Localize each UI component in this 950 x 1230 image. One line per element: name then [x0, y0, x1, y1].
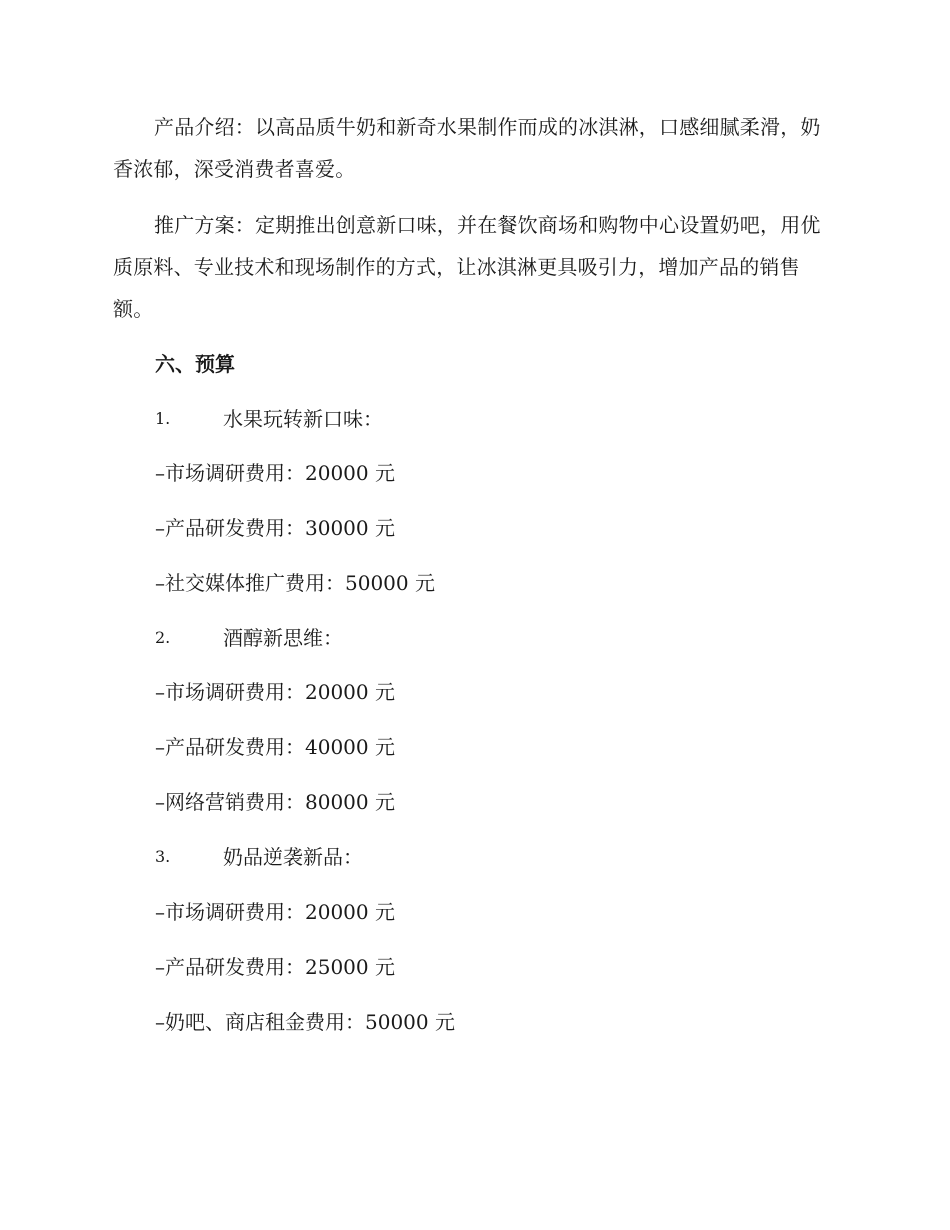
- intro-paragraph: 产品介绍：以高品质牛奶和新奇水果制作而成的冰淇淋，口感细腻柔滑，奶香浓郁，深受消费者喜爱。: [113, 115, 821, 181]
- budget-item: –网络营销费用：80000 元: [155, 790, 395, 814]
- budget-heading: 六、预算: [155, 352, 235, 376]
- promotion-paragraph: 推广方案：定期推出创意新口味，并在餐饮商场和购物中心设置奶吧，用优质原料、专业技术和现场制作的方式，让冰淇淋更具吸引力，增加产品的销售额。: [113, 213, 821, 321]
- section-number: 1.: [155, 409, 171, 428]
- budget-item: –产品研发费用：30000 元: [155, 516, 395, 540]
- budget-item: –产品研发费用：25000 元: [155, 955, 395, 979]
- section-number: 3.: [155, 847, 171, 866]
- section-title: 酒醇新思维：: [223, 626, 343, 650]
- budget-item: –市场调研费用：20000 元: [155, 680, 395, 704]
- budget-item: –市场调研费用：20000 元: [155, 900, 395, 924]
- budget-item: –奶吧、商店租金费用：50000 元: [155, 1010, 455, 1034]
- section-title: 水果玩转新口味：: [223, 407, 383, 431]
- budget-item: –市场调研费用：20000 元: [155, 461, 395, 485]
- section-title: 奶品逆袭新品：: [223, 845, 363, 869]
- budget-item: –社交媒体推广费用：50000 元: [155, 571, 435, 595]
- section-number: 2.: [155, 628, 171, 647]
- budget-item: –产品研发费用：40000 元: [155, 735, 395, 759]
